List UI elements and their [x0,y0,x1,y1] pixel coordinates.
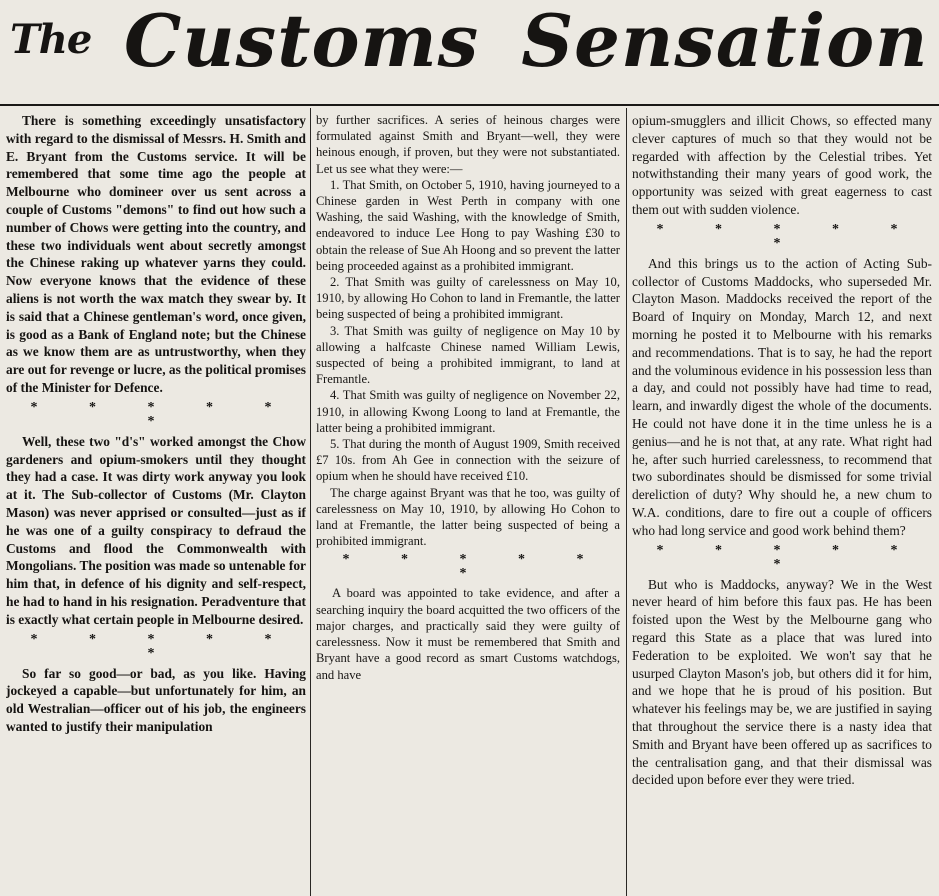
charge-4: 4. That Smith was guilty of negligence on November 22, 1910, in allowing Kwong Loong to land at Fremantle, the latter being a prohibited immigrant. [316,388,620,435]
separator-stars: * * * * * * [656,542,922,572]
headline-word-1: Customs [124,0,480,83]
column-3-paragraph-3: But who is Maddocks, anyway? We in the West never heard of him before this faux pas. He has been foisted upon the West by the Melbourne gang who regard this State as a place that was lured into Federation to be exploited. We won't say that he usurped Clayton Mason's job, but others did it for him, and we hope that he is proud of his position. But whatever his feelings may be, we are justified in saying that throughout the service there is a nasty idea that Smith and Bryant have been offered up as sacrifices to the centralisation gang, and that their dismissal was decided upon before ever they were tried. [632,576,932,788]
separator-stars: * * * * * * [342,552,608,582]
headline-title [124,0,929,83]
board-paragraph: A board was appointed to take evidence, and after a searching inquiry the board acquitted the two officers of the major charges, and practically said they were guilty of carelessness. Now it must be remembered that Smith and Bryant have a good record as smart Customs watchdogs, and have [316,586,620,682]
separator-stars: * * * * * * [656,221,922,251]
headline-prefix: The [10,16,92,63]
headline [0,0,939,106]
charge-1: 1. That Smith, on October 5, 1910, having journeyed to a Chinese garden in West Perth in company with one Washing, the said Washing, with the knowledge of Smith, endeavored to induce Lee Hong to pay Washing £30 to obtain the release of Sue Ah Hoong and so prevent the latter being proceeded against as a prohibited immigrant. [316,177,620,273]
column-2 [316,112,620,896]
separator-stars: * * * * * * [30,399,296,429]
separator-stars: * * * * * * [30,631,296,661]
column-1 [6,112,306,896]
column-2-intro: by further sacrifices. A series of heinous charges were formulated against Smith and Bryant—well, they were heinous enough, if proven, but they were not substantiated. Let us see what they were:— [316,113,620,176]
column-1-paragraph-3: So far so good—or bad, as you like. Having jockeyed a capable—but unfortunately for him, an old Westralian—officer out of his job, the engineers wanted to justify their manipulation [6,665,306,734]
headline-word-2: Sensation [521,0,929,83]
column-3-paragraph-1: opium-smugglers and illicit Chows, so effected many clever captures of much so that they would not be regarded with affection by the Celestial tribes. Yet notwithstanding their many years of good work, the opportunity was seized with great eagerness to cast them out with sudden violence. [632,113,932,217]
bryant-charge: The charge against Bryant was that he too, was guilty of carelessness on May 10, 1910, by allowing Ho Cohon to land at Fremantle, the latter being suspected of being a prohibited immigrant. [316,485,620,549]
column-rule-2 [626,108,627,896]
column-rule-1 [310,108,311,896]
column-1-paragraph-2: Well, these two "d's" worked amongst the Chow gardeners and opium-smokers until they thought they had a case. It was dirty work anyway you look at it. The Sub-collector of Customs (Mr. Clayton Mason) was never apprised or consulted—just as if he was one of a guilty conspiracy to defraud the Customs and flood the Commonwealth with Mongolians. The position was made so untenable for him that, in defence of his dignity and self-respect, he had to hand in his resignation. Peradventure that is exactly what certain people in Melbourne desired. [6,433,306,627]
charge-5: 5. That during the month of August 1909, Smith received £7 10s. from Ah Gee in connection with the seizure of opium when he should have received £10. [316,437,620,484]
column-1-paragraph-1: There is something exceedingly unsatisfactory with regard to the dismissal of Messrs. H. Smith and E. Bryant from the Customs service. It will be remembered that some time ago the people at Melbourne who domineer over us sent across a couple of Customs "demons" to find out how such a number of Chows were getting into the country, and these two individuals went about secretly amongst the Chinese raking up whatever yarns they could. Now everyone knows that the evidence of these aliens is not worth the wax match they swear by. It is said that a Chinese gentleman's word, once given, is good as a Bank of England note; but the Chinese as we know them are as untrustworthy, when they are out for revenge or lucre, as the political promises of the Minister for Defence. [6,113,306,395]
column-3-paragraph-2: And this brings us to the action of Acting Sub-collector of Customs Maddocks, who superseded Mr. Clayton Mason. Maddocks received the report of the Board of Inquiry on Monday, March 12, and next morning he posted it to Melbourne with his remarks and recommendations. That is to say, he had the report and the voluminous evidence in his possession less than a day, and could not possibly have had time to read, learn, and inwardly digest the whole of the documents. He could not have done it in the time unless he is a genius—and he is not that, at any rate. What right had he, after such hurried carelessness, to recommend that two subordinates should be dismissed for some trivial dereliction of duty? Why should he, a new chum to W.A. conditions, dare to fire out a couple of officers who had long service and good work behind them? [632,255,932,538]
charge-2: 2. That Smith was guilty of carelessness on May 10, 1910, by allowing Ho Cohon to land in Fremantle, the latter being suspected of being a prohibited immigrant. [316,275,620,322]
charge-3: 3. That Smith was guilty of negligence on May 10 by allowing a halfcaste Chinese named William Lewis, suspected of being a prohibited immigrant, to land at Fremantle. [316,323,620,387]
column-3 [632,112,932,896]
